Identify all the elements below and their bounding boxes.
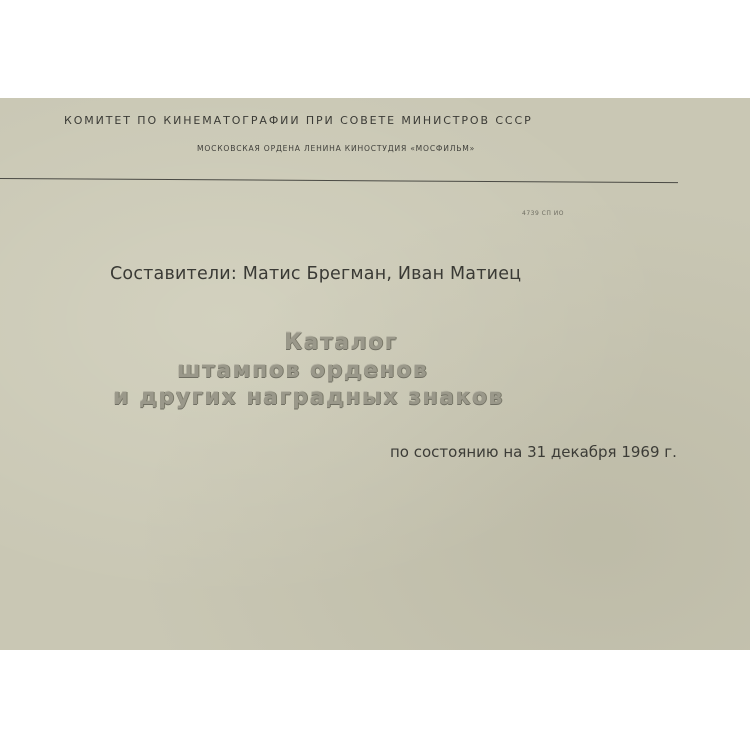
committee-header: КОМИТЕТ ПО КИНЕМАТОГРАФИИ ПРИ СОВЕТЕ МИНИСТРОВ СССР [64,114,533,127]
title-line-3: и других наградных знаков [113,385,504,410]
reference-number: 4739 СП ИО [522,210,564,217]
header-divider [0,178,678,183]
paper-sheet [0,98,750,650]
date-line: по состоянию на 31 декабря 1969 г. [390,443,677,461]
compilers-line: Составители: Матис Брегман, Иван Матиец [110,264,522,284]
studio-header: МОСКОВСКАЯ ОРДЕНА ЛЕНИНА КИНОСТУДИЯ «МОСФИЛЬМ» [197,144,476,153]
title-line-2: штампов орденов [177,358,429,383]
title-line-1: Каталог [284,330,398,355]
